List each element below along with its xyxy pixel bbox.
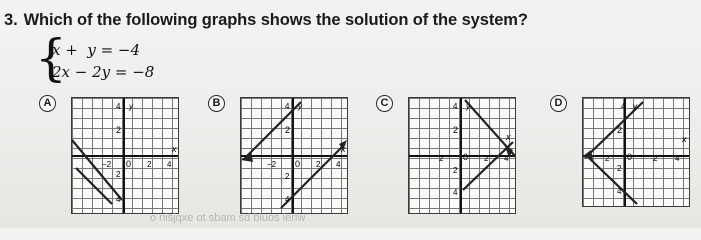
y-label-neg4: 4 xyxy=(116,195,121,204)
equation-1: x + y = −4 xyxy=(52,41,141,59)
origin-label: 0 xyxy=(295,159,301,169)
y-label-4: 4 xyxy=(453,102,458,111)
line-2 xyxy=(589,158,637,204)
x-label-2: 2 xyxy=(484,154,489,163)
choice-d-plot xyxy=(583,98,689,206)
y-label-2: 2 xyxy=(116,125,122,135)
y-label-neg4: 4 xyxy=(285,195,290,204)
x-label-4: 4 xyxy=(675,154,680,163)
x-label-2: 2 xyxy=(653,154,658,163)
origin-label: 0 xyxy=(463,152,469,162)
question-prompt: Which of the following graphs shows the solution of the system? xyxy=(23,11,528,29)
choice-b-letter[interactable]: B xyxy=(208,95,225,112)
question-number: 3. xyxy=(4,11,18,29)
choice-d-letter[interactable]: D xyxy=(550,95,567,112)
choice-a-graph[interactable] xyxy=(71,97,179,214)
y-label-4: 4 xyxy=(116,102,121,111)
choice-b-plot xyxy=(241,98,347,213)
x-label-2: 2 xyxy=(147,160,152,169)
y-label-neg4: 4 xyxy=(617,187,622,196)
bleed-through-text: o nisjqxe ot sbam sd bluos lerlw xyxy=(150,212,306,224)
origin-label: 0 xyxy=(126,159,132,169)
choice-c-plot xyxy=(409,98,515,213)
x-axis-label: x xyxy=(506,132,511,142)
origin-label: 0 xyxy=(627,152,633,162)
equation-2: 2x − 2y = −8 xyxy=(52,63,155,81)
choice-b-graph[interactable] xyxy=(240,97,348,214)
y-axis-label: y xyxy=(633,102,637,111)
x-label-2: 2 xyxy=(316,160,321,169)
x-label-neg2: −2 xyxy=(102,160,112,169)
y-label-2: 2 xyxy=(617,125,623,135)
x-axis-label: x xyxy=(341,144,346,154)
line-2 xyxy=(76,168,112,204)
y-label-4: 4 xyxy=(285,102,290,111)
x-label-neg2: 2 xyxy=(439,154,444,163)
choice-a-plot xyxy=(72,98,178,213)
brace-icon: { xyxy=(35,29,67,87)
y-axis-label: y xyxy=(298,102,302,111)
y-label-neg2: 2 xyxy=(453,166,458,175)
y-label-2: 2 xyxy=(453,125,459,135)
x-label-4: 4 xyxy=(336,160,341,169)
y-label-neg2: 2 xyxy=(285,172,290,181)
y-label-neg4: 4 xyxy=(453,188,458,197)
y-label-4: 4 xyxy=(621,102,626,111)
question-text xyxy=(4,11,528,30)
x-label-4: 4 xyxy=(504,154,509,163)
choice-d-graph[interactable] xyxy=(582,97,690,207)
choice-c-graph[interactable] xyxy=(408,97,516,214)
y-label-neg2: 2 xyxy=(617,164,622,173)
y-label-neg2: 2 xyxy=(116,170,121,179)
y-axis-label: y xyxy=(466,102,470,111)
choice-a-letter[interactable]: A xyxy=(39,95,56,112)
choice-c-letter[interactable]: C xyxy=(376,95,393,112)
y-label-2: 2 xyxy=(285,125,291,135)
x-label-4: 4 xyxy=(167,160,172,169)
x-axis-label: x xyxy=(682,134,687,144)
x-label-neg2: −2 xyxy=(267,160,277,169)
x-label-neg2: 2 xyxy=(605,154,610,163)
y-axis-label: y xyxy=(129,102,133,111)
line-2 xyxy=(281,144,345,208)
x-axis-label: x xyxy=(172,144,177,154)
line-2 xyxy=(463,142,513,190)
